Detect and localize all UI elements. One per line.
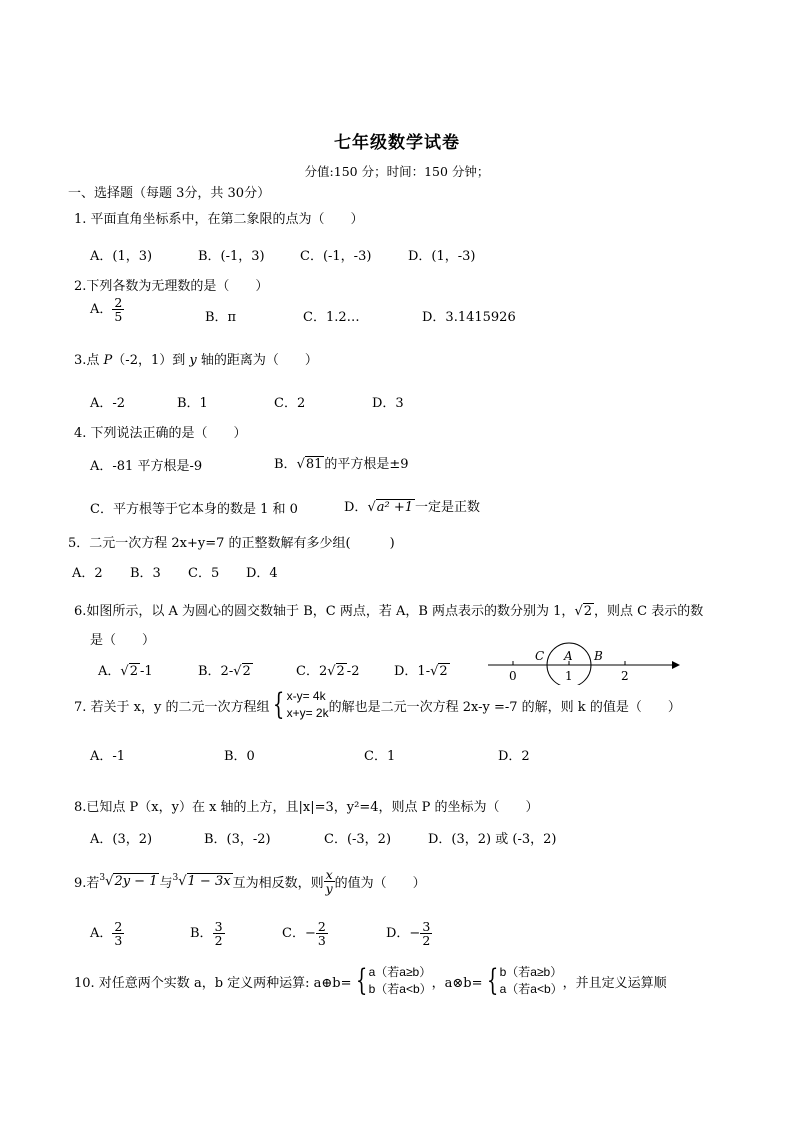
q2-option-d: D．3.1415926 [422, 310, 516, 325]
q9-option-d-label: D．− [386, 926, 421, 942]
q6-sqrt: √2 [430, 664, 448, 679]
q2-option-a [90, 296, 124, 323]
q2-fraction [112, 296, 124, 323]
fraction-numerator: x [325, 867, 333, 882]
q5-option-d: D．4 [246, 566, 278, 581]
radicand: 81 [305, 457, 323, 472]
q6-option-a-label: A． [98, 664, 121, 679]
q9-option-c [282, 920, 328, 947]
q5-option-c: C．5 [188, 566, 220, 581]
q9-option-b [190, 920, 225, 947]
q9-stem [74, 868, 426, 895]
q4-sqrt: √81 [296, 457, 323, 472]
fraction-denominator: 3 [114, 933, 123, 949]
q4-option-c: C．平方根等于它本身的数是 1 和 0 [90, 502, 298, 517]
q9-cbrt-1: √2y − 1 [105, 874, 158, 890]
q3-stem-part: 3.点 [74, 353, 104, 368]
q9-fraction [316, 920, 328, 947]
q6-option-d-label: D．1- [394, 664, 431, 679]
q9-fraction [112, 920, 124, 947]
q6-option-d [394, 660, 450, 679]
tick-label-0: 0 [509, 669, 517, 683]
q9-stem-part: 与 [159, 876, 173, 892]
fraction-denominator: 2 [214, 933, 223, 949]
q6-sqrt: √2 [233, 664, 251, 679]
point-label-a: A [564, 649, 573, 663]
fraction-denominator: y [325, 881, 333, 897]
q5-option-a: A．2 [72, 566, 103, 581]
q5-stem: 5．二元一次方程 2x+y=7 的正整数解有多少组( ) [68, 536, 395, 551]
q2-option-a-label: A． [90, 302, 113, 318]
q10-stem-part: ，a⊗b= [431, 975, 483, 991]
q4-option-b-text: 的平方根是±9 [324, 457, 409, 472]
q4-option-d-text: 一定是正数 [415, 500, 481, 515]
radicand: 1 − 3x [187, 874, 231, 890]
q10-case-2: b（若a<b） [368, 982, 432, 997]
q9-fraction [213, 920, 225, 947]
q7-option-a: A．-1 [90, 749, 126, 764]
q1-option-c: C．(-1，-3) [300, 249, 372, 264]
q8-option-b: B．(3，-2) [204, 832, 271, 847]
q3-option-b: B．1 [177, 396, 208, 411]
q3-option-c: C．2 [274, 396, 306, 411]
q9-option-d [386, 920, 432, 947]
q9-option-b-label: B． [190, 926, 213, 942]
q10-stem-part: ，并且定义运算顺 [562, 975, 667, 991]
q4-option-b [274, 453, 409, 472]
q1-option-b: B．(-1，3) [198, 249, 265, 264]
q6-option-b [198, 660, 253, 679]
q3-stem-part: 轴的距离为（ ） [196, 353, 318, 368]
q8-option-d: D．(3，2) 或 (-3，2) [428, 832, 557, 847]
q9-stem-part: 9.若 [74, 876, 100, 892]
fraction-denominator: 5 [114, 309, 123, 325]
q10-case-4: a（若a<b） [499, 982, 563, 997]
q6-option-a-text: -1 [139, 664, 153, 679]
q8-option-a: A．(3，2) [90, 832, 153, 847]
q6-sqrt: √2 [120, 664, 138, 679]
radicand: 2 [583, 604, 593, 619]
q7-equation-2: x+y= 2k [286, 706, 329, 721]
q3-option-a: A．-2 [90, 396, 126, 411]
q4-stem: 4. 下列说法正确的是（ ） [74, 426, 247, 441]
q1-option-a: A．(1，3) [90, 249, 153, 264]
radicand: 2 [129, 664, 138, 679]
q6-stem-part: ，则点 C 表示的数 [594, 604, 704, 619]
radicand: 2 [336, 664, 345, 679]
q6-sqrt: √2 [574, 604, 593, 619]
q7-equation-system [287, 688, 329, 723]
q4-option-a: A．-81 平方根是-9 [90, 459, 203, 474]
q6-stem-line2: 是（ ） [90, 633, 156, 648]
q4-sqrt: √a² +1 [367, 500, 413, 515]
q1-stem: 1. 平面直角坐标系中，在第二象限的点为（ ） [74, 212, 364, 227]
q9-fraction [324, 868, 335, 895]
q10-stem-part: 10. 对任意两个实数 a，b 定义两种运算: a⊕b= [74, 975, 352, 991]
fraction-numerator: 3 [422, 919, 431, 934]
q7-option-d: D．2 [498, 749, 530, 764]
q10-case-3: b（若a≥b） [499, 965, 563, 979]
q7-option-c: C．1 [364, 749, 396, 764]
q6-option-c-label: C．2 [296, 664, 328, 679]
q4-option-b-label: B． [274, 457, 297, 472]
q9-fraction [420, 920, 432, 947]
q9-cbrt-2: √1 − 3x [178, 874, 231, 890]
q9-root-index: 3 [99, 872, 106, 883]
q6-option-b-label: B．2- [198, 664, 234, 679]
q2-option-c: C．1.2… [303, 310, 360, 325]
page-subtitle: 分值:150 分；时间：150 分钟； [304, 164, 490, 179]
fraction-numerator: 2 [114, 295, 123, 310]
q6-stem-line1 [74, 600, 703, 619]
q2-stem: 2.下列各数为无理数的是（ ） [74, 279, 269, 294]
q5-option-b: B．3 [130, 566, 161, 581]
fraction-denominator: 2 [422, 933, 431, 949]
q10-case-1: a（若a≥b） [368, 965, 432, 979]
q3-point-name: P [103, 353, 113, 368]
q7-stem-part: 的解也是二元一次方程 2x-y =-7 的解，则 k 的值是（ ） [328, 699, 681, 715]
radicand: 2y − 1 [114, 874, 158, 890]
number-line-arrow-icon [672, 661, 680, 669]
q2-option-b: B．π [205, 310, 237, 325]
q9-option-a [90, 920, 124, 947]
point-label-c: C [535, 649, 545, 663]
q3-option-d: D．3 [372, 396, 404, 411]
q7-brace: { [273, 687, 285, 723]
q9-root-index: 3 [172, 872, 179, 883]
q10-stem [74, 964, 667, 999]
q7-option-b: B．0 [224, 749, 255, 764]
fraction-numerator: 2 [317, 919, 326, 934]
q3-stem-part: （-2，1）到 [112, 353, 190, 368]
q4-option-d-label: D． [344, 500, 368, 515]
radicand: a² +1 [376, 500, 413, 515]
tick-label-2: 2 [621, 669, 629, 683]
q3-axis-name: y [189, 353, 197, 368]
fraction-denominator: 3 [317, 933, 326, 949]
q3-stem [74, 349, 318, 368]
q6-option-c [296, 660, 359, 679]
radicand: 2 [439, 664, 448, 679]
q6-option-a [98, 660, 153, 679]
q6-stem-part: 6.如图所示，以 A 为圆心的圆交数轴于 B，C 两点，若 A，B 两点表示的数分别为 1， [74, 604, 575, 619]
q1-option-d: D．(1，-3) [408, 249, 476, 264]
q10-brace-2: { [486, 963, 498, 999]
point-label-b: B [594, 649, 603, 663]
q8-stem: 8.已知点 P（x，y）在 x 轴的上方，且|x|=3，y²=4，则点 P 的坐标为（ ） [74, 800, 539, 815]
tick-label-1: 1 [565, 669, 573, 683]
q9-stem-part: 互为相反数，则 [232, 876, 324, 892]
number-line-diagram [480, 640, 690, 685]
q7-stem [74, 688, 681, 723]
radicand: 2 [242, 664, 251, 679]
fraction-numerator: 2 [114, 919, 123, 934]
q7-stem-part: 7. 若关于 x，y 的二元一次方程组 [74, 699, 270, 715]
q6-sqrt: √2 [327, 664, 345, 679]
q9-option-a-label: A． [90, 926, 113, 942]
q6-option-c-text: -2 [346, 664, 360, 679]
q4-option-d [344, 496, 480, 515]
section-heading: 一、选择题（每题 3分，共 30分） [68, 186, 271, 201]
page-title: 七年级数学试卷 [334, 133, 460, 153]
q9-stem-part: 的值为（ ） [334, 876, 426, 892]
q7-equation-1: x-y= 4k [286, 689, 326, 703]
q10-brace-1: { [355, 963, 367, 999]
q8-option-c: C．(-3，2) [324, 832, 392, 847]
fraction-numerator: 3 [214, 919, 223, 934]
q10-piecewise-2 [500, 964, 563, 999]
q9-option-c-label: C．− [282, 926, 316, 942]
q10-piecewise-1 [369, 964, 432, 999]
